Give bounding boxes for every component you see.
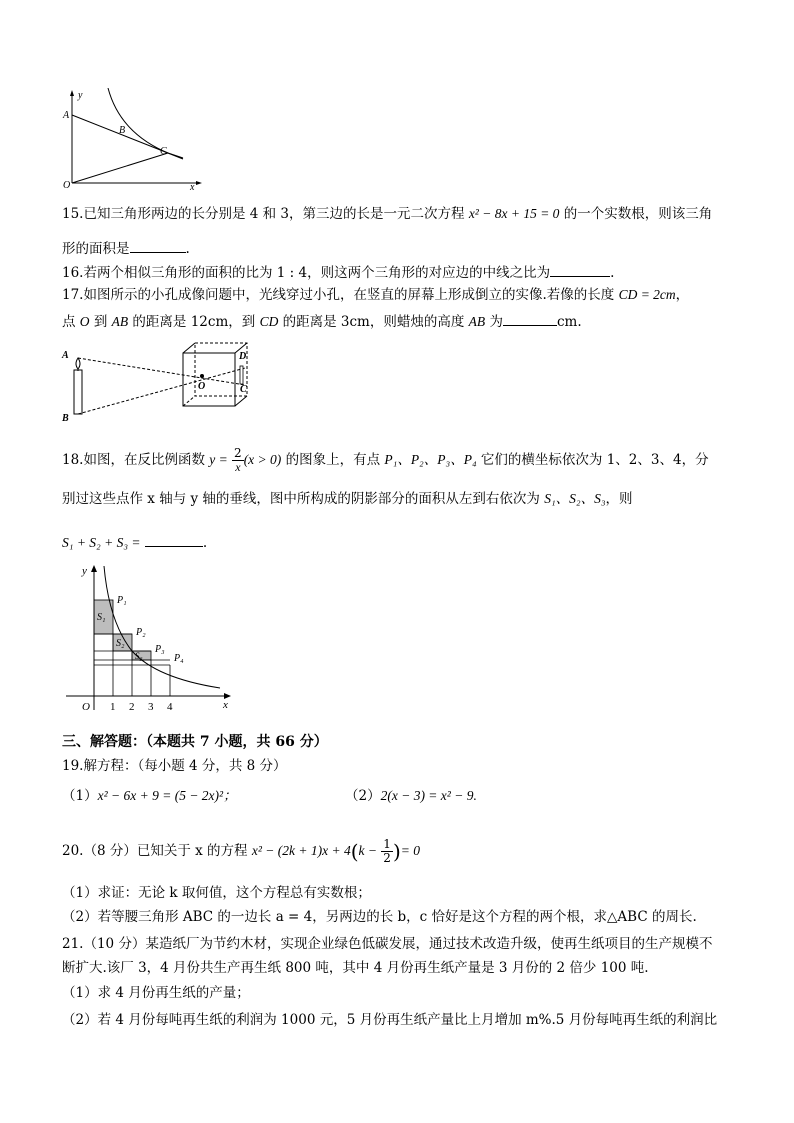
image-cd xyxy=(240,366,243,384)
question-18-line-1 xyxy=(62,447,709,474)
q17-o: O xyxy=(79,314,90,329)
frac-numerator: 2 xyxy=(234,446,242,460)
q18-y-eq: y = xyxy=(209,452,228,467)
answer-blank-17[interactable] xyxy=(503,311,557,326)
label-s3: S₃ xyxy=(135,651,143,661)
q18-text-d: 别过这些点作 x 轴与 y 轴的垂线，图中所构成的阴影部分的面积从左到右依次为 xyxy=(62,491,545,507)
hyperbola xyxy=(104,566,220,688)
question-17-line-1 xyxy=(62,286,689,304)
question-21-head: 21.（10 分）某造纸厂为节约木材，实现企业绿色低碳发展，通过技术改造升级，使再生纸项目的生产规模不 xyxy=(62,936,713,952)
question-19-parts xyxy=(62,787,237,805)
figure-q17 xyxy=(60,338,270,424)
label-o: O xyxy=(82,701,90,713)
question-19-part-2 xyxy=(345,787,477,805)
q17-cd: CD = 2cm xyxy=(618,287,676,302)
question-15-line-1 xyxy=(62,205,712,223)
q17-text-g: 为 xyxy=(485,314,503,330)
label-s2: S₂ xyxy=(116,638,125,649)
q17-unit: cm. xyxy=(556,314,582,330)
q18-text: 18.如图，在反比例函数 xyxy=(62,452,210,468)
label-x: x xyxy=(223,699,228,711)
q17-text-d: 到 xyxy=(89,314,112,330)
q20-text: 20.（8 分）已知关于 x 的方程 xyxy=(62,843,252,859)
q18-text-b: 的图象上，有点 xyxy=(281,452,385,468)
q15-equation: x² − 8x + 15 = 0 xyxy=(468,206,560,221)
label-b: B xyxy=(62,413,69,424)
label-b: B xyxy=(119,125,126,136)
question-19-head: 19.解方程：（每小题 4 分，共 8 分） xyxy=(62,758,287,774)
tick-2: 2 xyxy=(129,701,135,713)
curve xyxy=(108,88,183,158)
label-y: y xyxy=(82,565,87,577)
label-d: D xyxy=(239,351,247,362)
q17-text-c: 点 xyxy=(62,314,80,330)
q19-p1-equation: x² − 6x + 9 = (5 − 2x)²； xyxy=(97,788,237,803)
q17-ab: AB xyxy=(111,314,129,329)
q18-areas: S₁、S₂、S₃ xyxy=(544,491,606,506)
q15-text-b: 的一个实数根，则该三角 xyxy=(559,206,713,222)
q16-text: 16.若两个相似三角形的面积的比为 1 : 4，则这两个三角形的对应边的中线之比为 xyxy=(62,265,551,281)
label-a: A xyxy=(63,110,70,121)
question-18-line-2 xyxy=(62,490,633,508)
q17-text: 17.如图所示的小孔成像问题中，光线穿过小孔，在竖直的屏幕上形成倒立的实像.若像的长度 xyxy=(62,287,619,303)
section-3-heading: 三、解答题：（本题共 7 小题，共 66 分） xyxy=(62,734,328,750)
label-o: O xyxy=(63,180,71,191)
label-x: x xyxy=(190,182,195,193)
fraction-2-over-x xyxy=(232,447,244,474)
q19-p2-equation: 2(x − 3) = x² − 9. xyxy=(380,788,477,803)
question-20-head xyxy=(62,838,420,865)
question-21-head-2: 断扩大.该厂 3，4 月份共生产再生纸 800 吨，其中 4 月份再生纸产量是 3 月份的 2 倍少 100 吨. xyxy=(62,960,649,976)
answer-blank-15[interactable] xyxy=(130,238,186,253)
q19-p2-label: （2） xyxy=(345,788,381,804)
q17-cd2: CD xyxy=(259,314,279,329)
pinhole xyxy=(200,374,204,378)
question-17-line-2 xyxy=(62,311,582,331)
q18-text-c: 它们的横坐标依次为 1、2、3、4，分 xyxy=(476,452,709,468)
q16-end: . xyxy=(610,265,615,281)
q17-text-b: ， xyxy=(675,287,690,303)
figure-q18 xyxy=(60,562,245,714)
q19-p1-label: （1） xyxy=(62,788,98,804)
label-c: C xyxy=(160,146,167,157)
fraction-1-over-2 xyxy=(381,838,393,865)
ray-a xyxy=(78,358,245,385)
q15-text-c: 形的面积是 xyxy=(62,241,130,257)
candle xyxy=(74,370,82,414)
frac-denominator: 2 xyxy=(383,851,391,865)
question-16 xyxy=(62,262,614,282)
line-oc xyxy=(72,153,168,183)
figure-q14 xyxy=(60,88,210,194)
q15-text: 15.已知三角形两边的长分别是 4 和 3，第三边的长是一元二次方程 xyxy=(62,206,469,222)
frac-numerator: 1 xyxy=(383,837,391,851)
paren-right: ) xyxy=(392,839,401,864)
label-c: C xyxy=(240,384,247,395)
tick-1: 1 xyxy=(110,701,116,713)
question-20-part-1: （1）求证：无论 k 取何值，这个方程总有实数根； xyxy=(62,885,371,901)
candle-flame xyxy=(76,358,80,369)
label-y: y xyxy=(78,90,83,101)
question-18-line-3 xyxy=(62,532,207,552)
question-21-part-2: （2）若 4 月份每吨再生纸的利润为 1000 元，5 月份再生纸产量比上月增加 m%.5 月份每吨再生纸的利润比 xyxy=(62,1012,718,1028)
answer-blank-18[interactable] xyxy=(145,532,203,547)
paren-left: ( xyxy=(350,839,359,864)
q18-sum: S₁ + S₂ + S₃ = xyxy=(62,535,141,550)
q20-eq-c: = 0 xyxy=(400,843,420,858)
q20-eq-a: x² − (2k + 1)x + 4 xyxy=(251,843,351,858)
q17-text-e: 的距离是 12cm，到 xyxy=(128,314,260,330)
q20-eq-b: k − xyxy=(358,843,377,858)
frac-denominator: x xyxy=(235,460,241,474)
label-a: A xyxy=(62,350,69,361)
q18-text-e: ，则 xyxy=(605,491,633,507)
label-p4: P₄ xyxy=(174,653,184,664)
answer-blank-16[interactable] xyxy=(550,262,610,277)
ray-b xyxy=(78,368,245,414)
question-21-part-1: （1）求 4 月份再生纸的产量； xyxy=(62,985,250,1001)
label-p1: P₁ xyxy=(117,595,127,606)
tick-3: 3 xyxy=(148,701,154,713)
q17-ab2: AB xyxy=(468,314,486,329)
q18-end: . xyxy=(202,535,208,551)
q18-points: P₁、P₂、P₃、P₄ xyxy=(384,452,477,467)
label-p3: P₃ xyxy=(155,644,165,655)
tick-4: 4 xyxy=(167,701,173,713)
question-15-line-2 xyxy=(62,238,190,258)
label-o: O xyxy=(198,381,206,392)
q17-text-f: 的距离是 3cm，则蜡烛的高度 xyxy=(278,314,469,330)
q15-end: . xyxy=(185,241,190,257)
label-p2: P₂ xyxy=(136,627,146,638)
q18-cond: (x > 0) xyxy=(243,452,282,467)
question-20-part-2: （2）若等腰三角形 ABC 的一边长 a = 4，另两边的长 b，c 恰好是这个方程的两个根，求△ABC 的周长. xyxy=(62,909,697,925)
label-s1: S₁ xyxy=(97,612,106,623)
